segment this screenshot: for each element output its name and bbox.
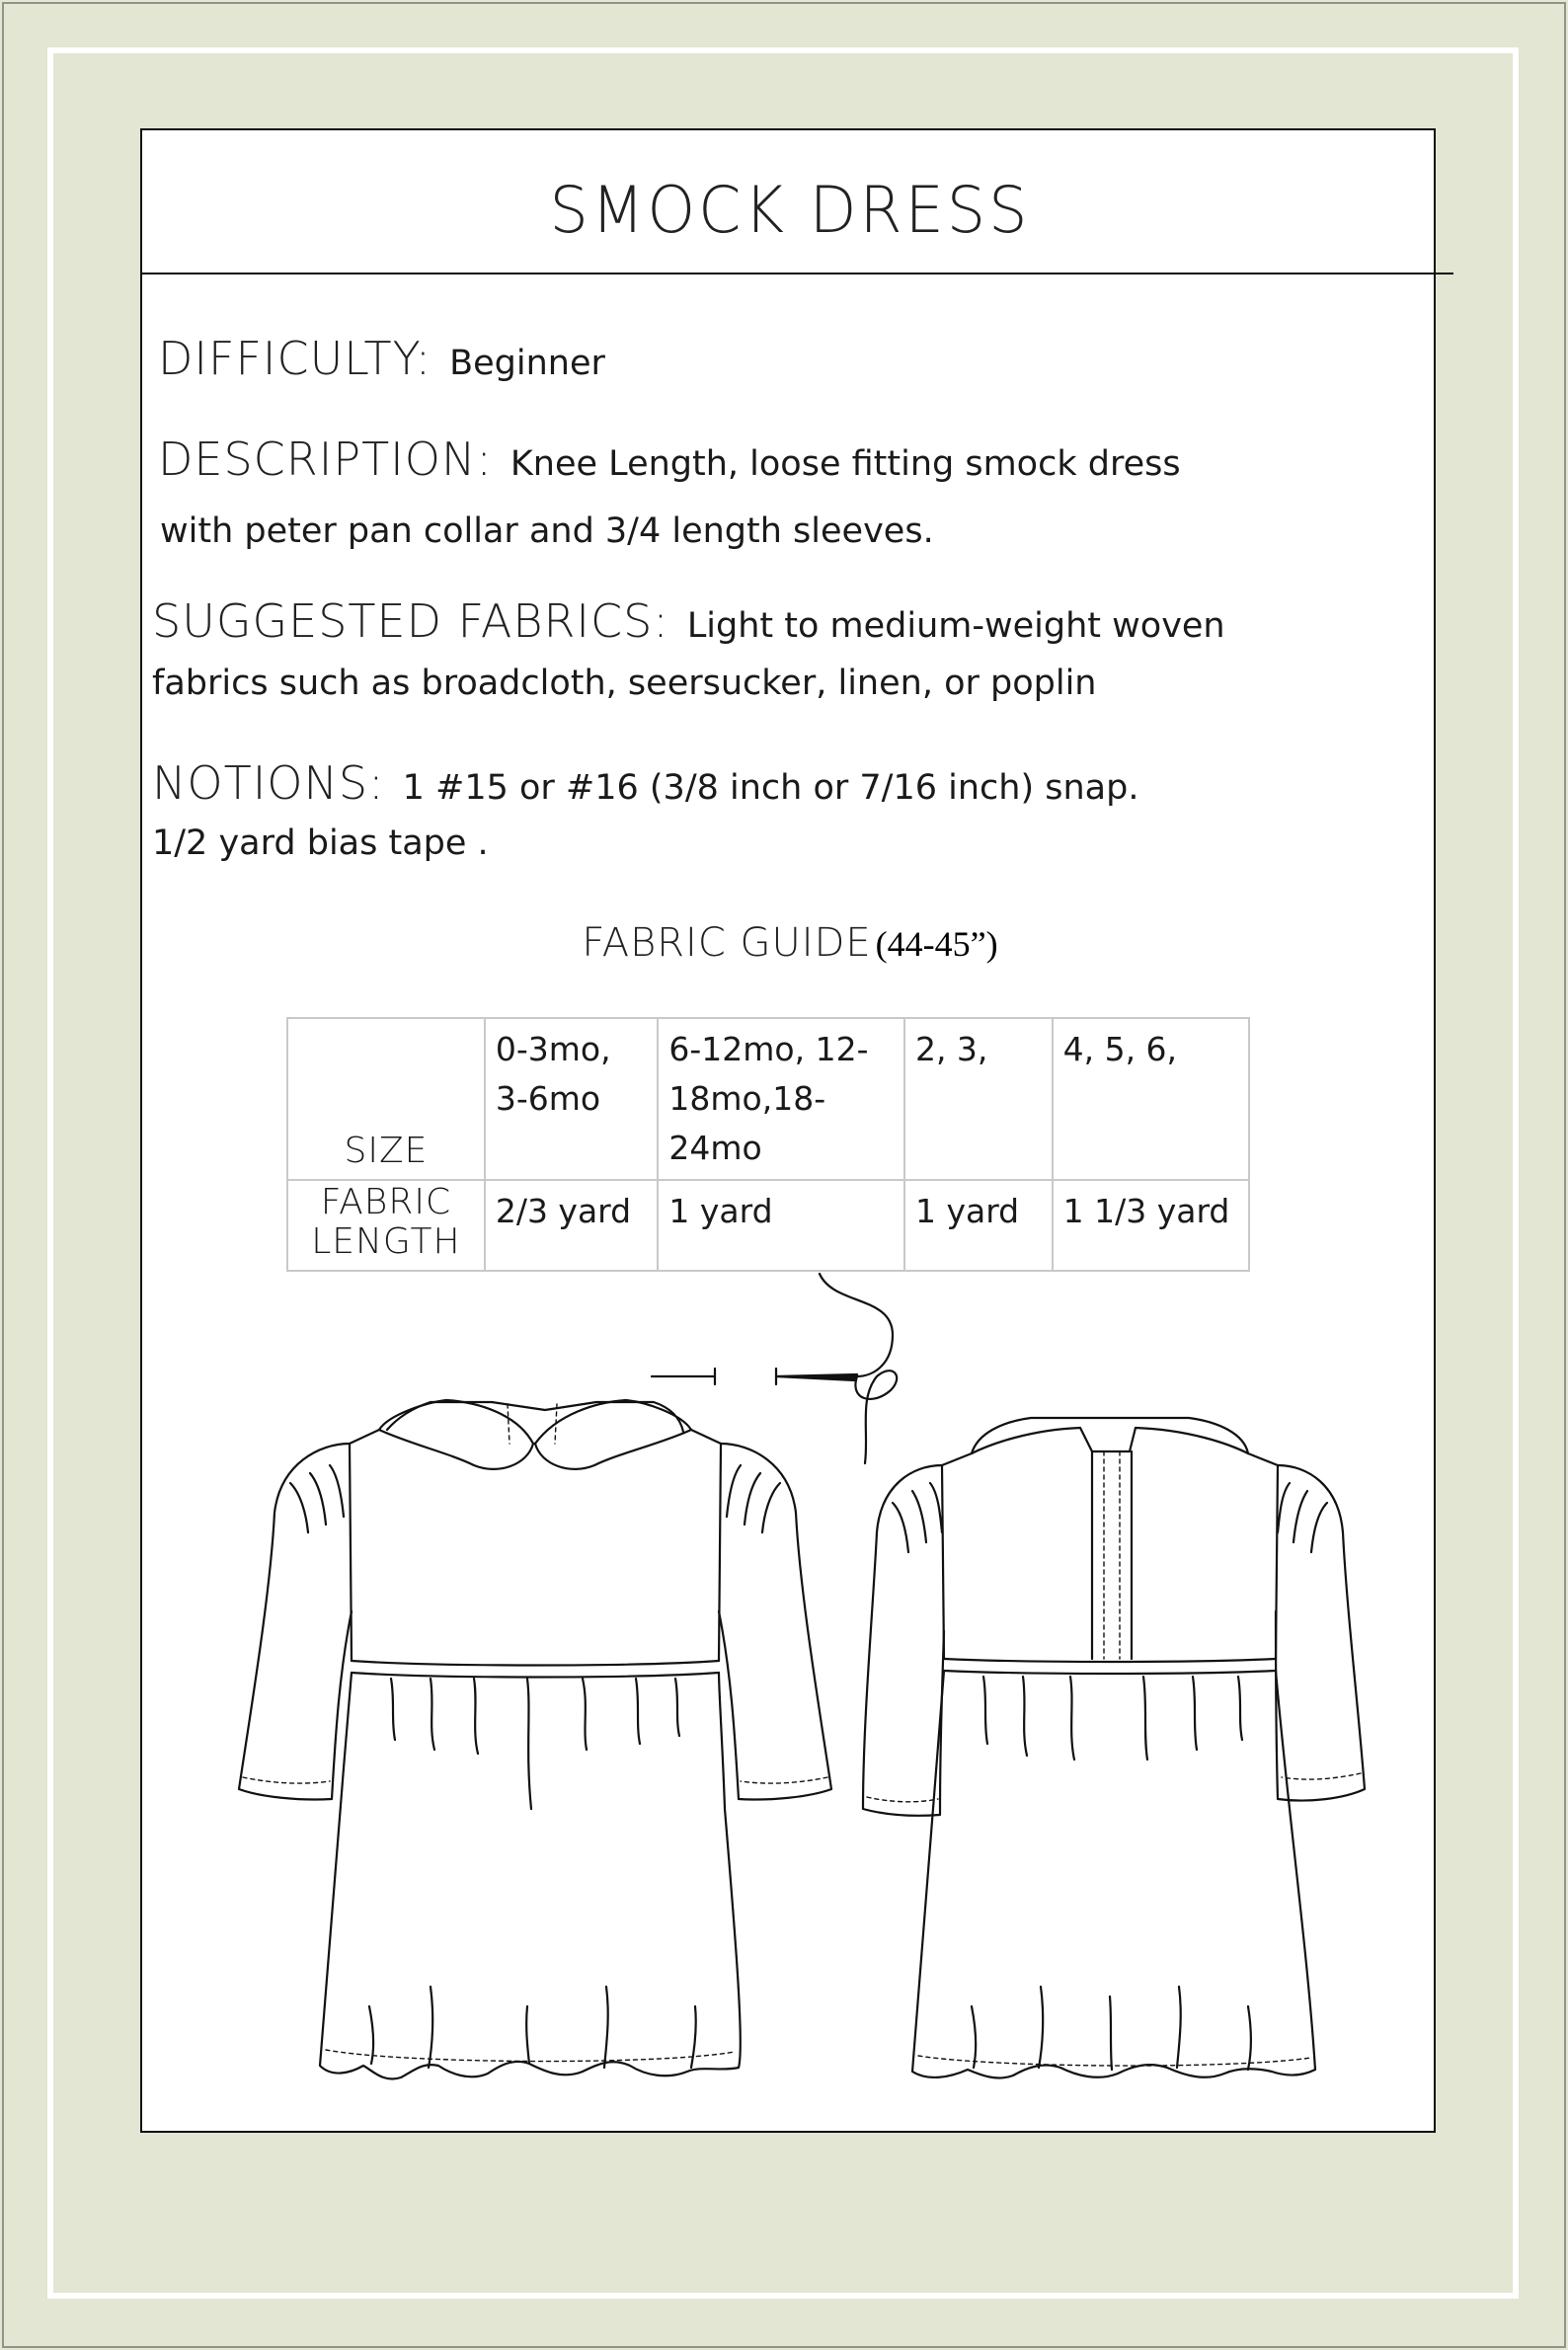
dress-back-view <box>863 1418 1365 2077</box>
length-cell: 2/3 yard <box>485 1180 659 1271</box>
description-line-1: Knee Length, loose fitting smock dress <box>510 444 1181 484</box>
length-cell: 1 yard <box>658 1180 904 1271</box>
notions-label: NOTIONS: <box>152 756 385 810</box>
fabrics-line-1: Light to medium-weight woven <box>686 606 1225 646</box>
fabrics-line-2: fabrics such as broadcloth, seersucker, linen, or poplin <box>152 664 1097 703</box>
pattern-sheet <box>140 128 1436 2133</box>
notions-line-2: 1/2 yard bias tape . <box>152 823 489 863</box>
fabric-width-note: (44-45”) <box>875 924 998 964</box>
dress-front-view <box>239 1400 831 2078</box>
difficulty-label: DIFFICULTY: <box>158 332 432 385</box>
page-title: SMOCK DRESS <box>549 172 1031 248</box>
bias-tape-icon <box>652 1369 715 1384</box>
garment-illustration <box>142 130 1438 2135</box>
size-label: SIZE <box>344 1131 429 1171</box>
size-cell: 6-12mo, 12-18mo,18-24mo <box>658 1018 904 1180</box>
size-cell: 2, 3, <box>904 1018 1053 1180</box>
size-cell: 4, 5, 6, <box>1053 1018 1249 1180</box>
length-label-line-1: FABRIC <box>320 1182 452 1222</box>
length-label-line-2: LENGTH <box>311 1221 461 1262</box>
fabric-guide-label: FABRIC GUIDE <box>582 920 872 966</box>
notions-line-1: 1 #15 or #16 (3/8 inch or 7/16 inch) snap. <box>402 768 1139 808</box>
difficulty-value: Beginner <box>449 344 605 383</box>
description-line-2: with peter pan collar and 3/4 length sleeves. <box>160 511 934 551</box>
fabrics-label: SUGGESTED FABRICS: <box>152 594 669 648</box>
size-cell: 0-3mo, 3-6mo <box>485 1018 659 1180</box>
length-cell: 1 1/3 yard <box>1053 1180 1249 1271</box>
length-cell: 1 yard <box>904 1180 1053 1271</box>
description-label: DESCRIPTION: <box>158 432 493 486</box>
needle-and-thread-icon <box>776 1274 897 1463</box>
